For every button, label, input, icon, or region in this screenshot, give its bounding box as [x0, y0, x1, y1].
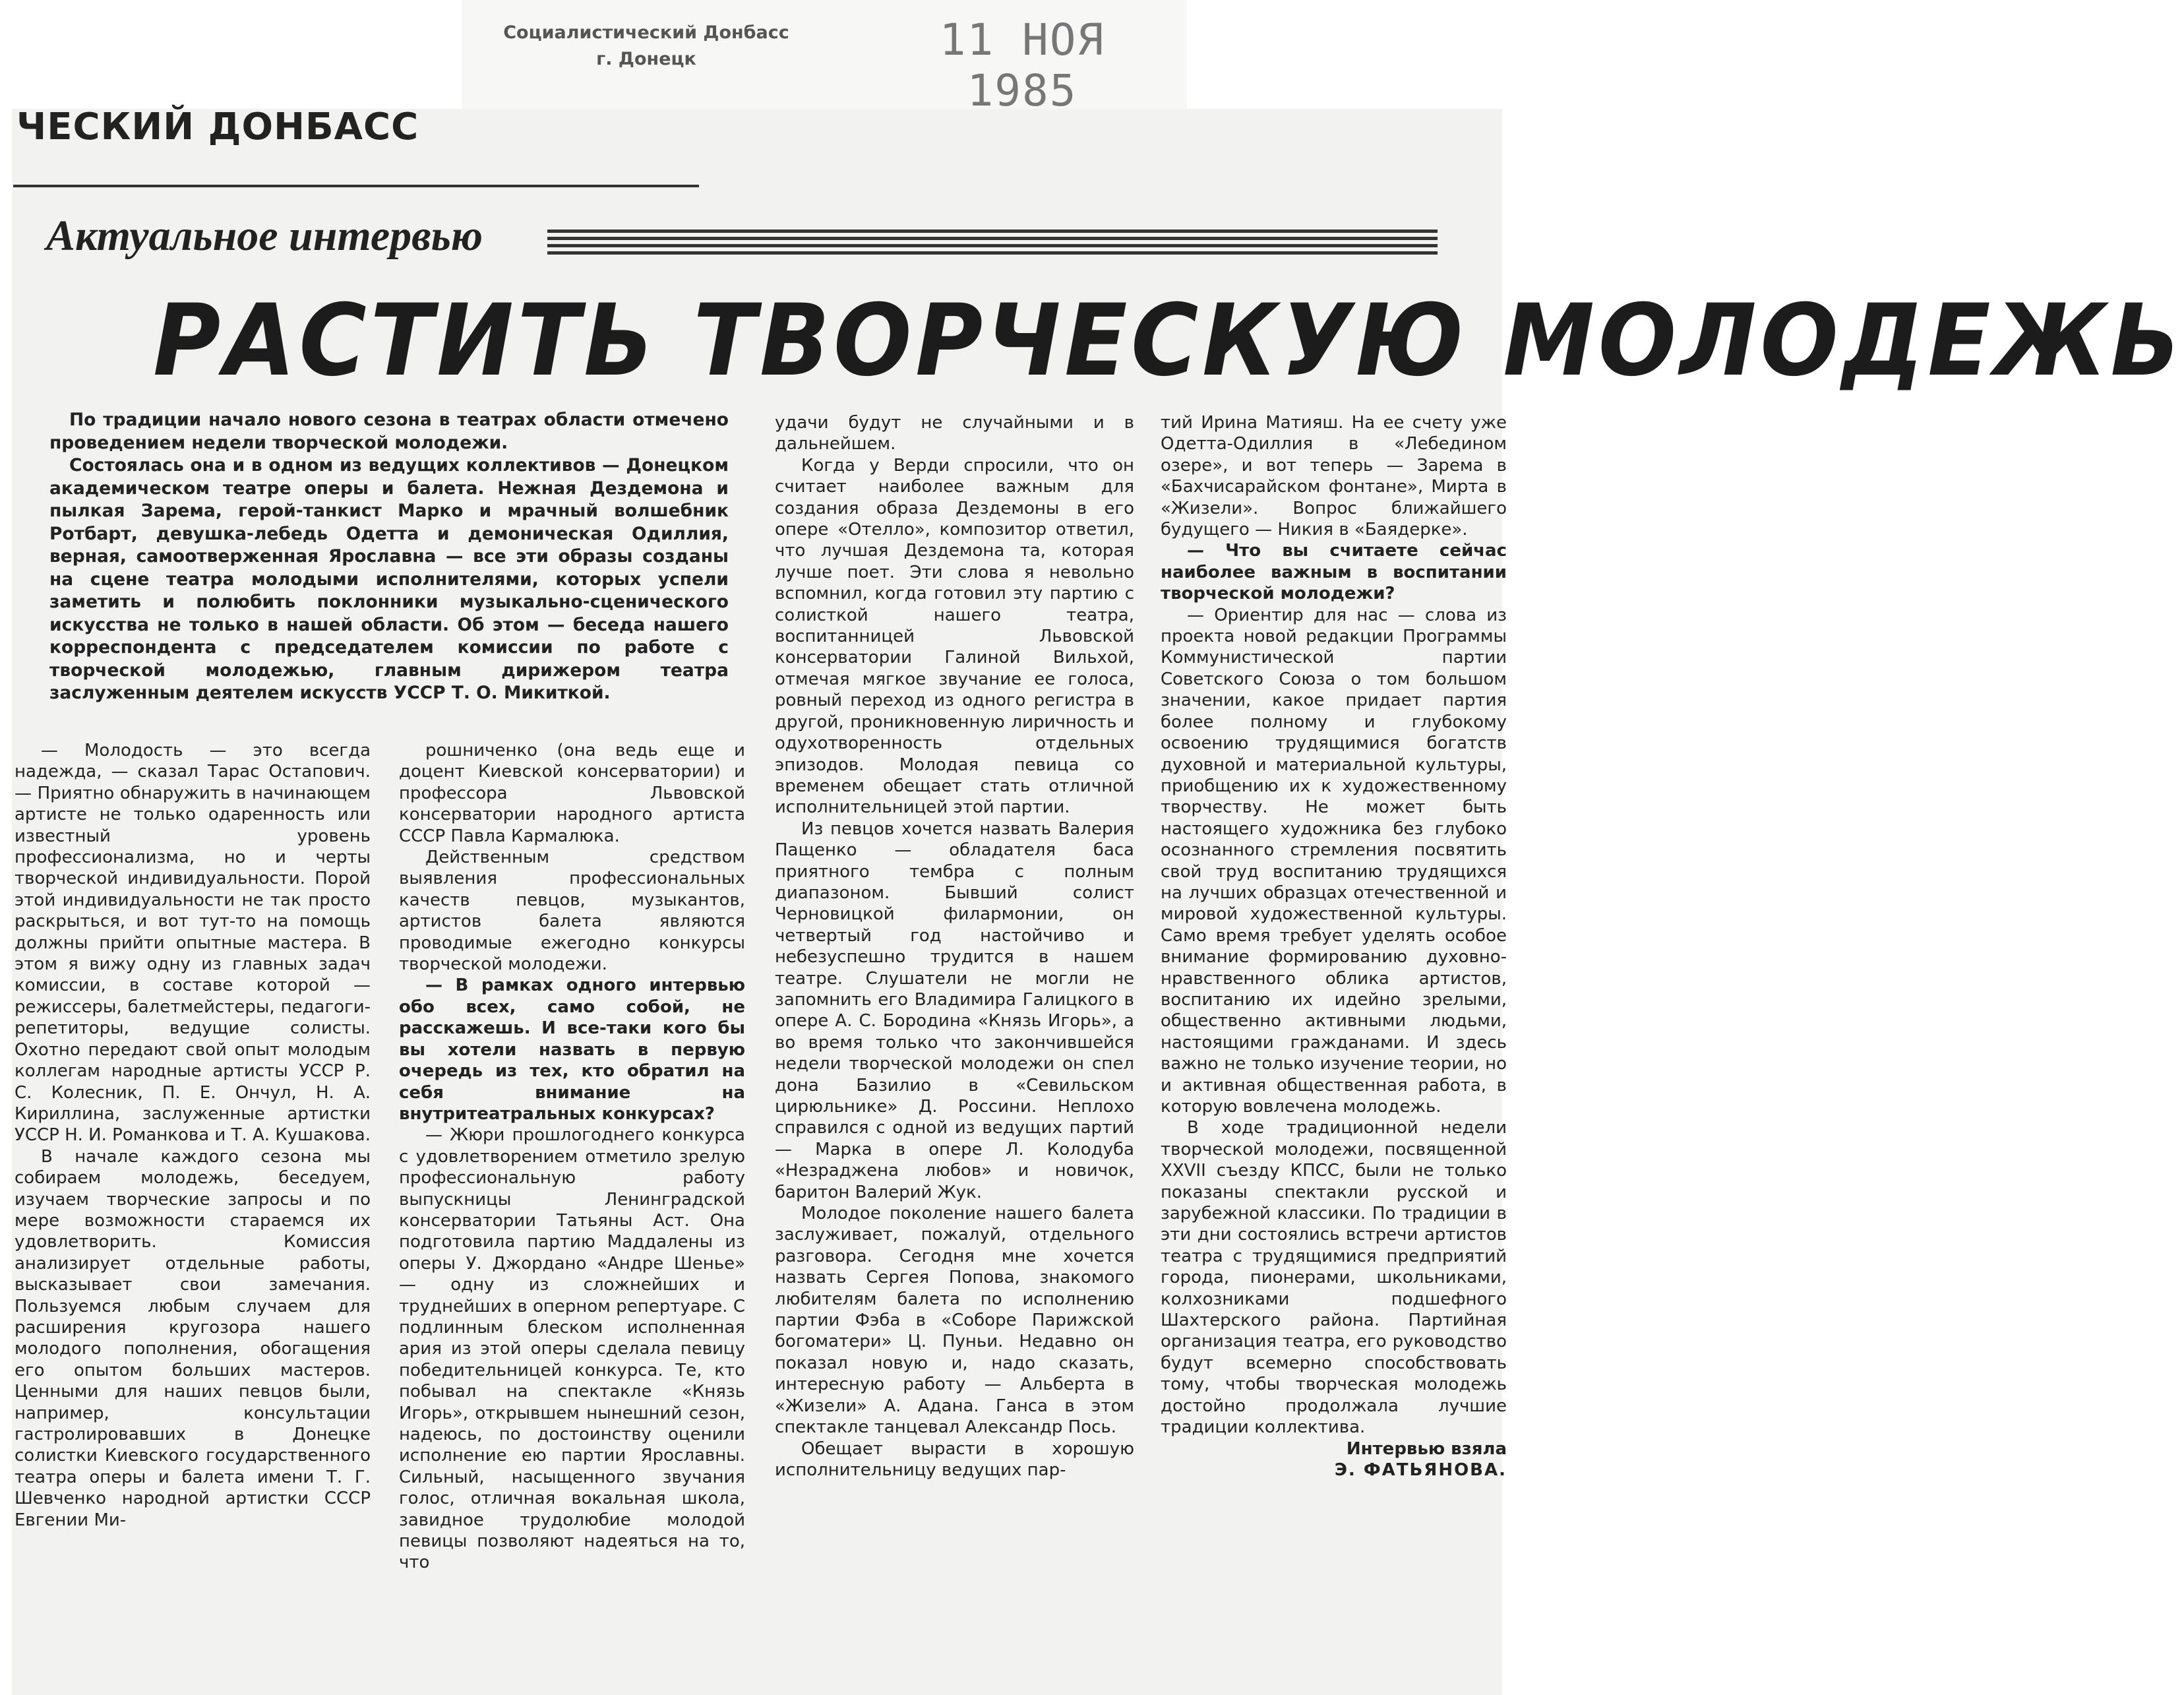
source-stamp-line2: г. Донецк — [596, 49, 696, 69]
article-headline: РАСТИТЬ ТВОРЧЕСКУЮ МОЛОДЕЖЬ — [153, 284, 2184, 398]
paragraph: — Жюри прошлогоднего конкурса с удовлетворением отметило зрелую профессиональную работу выпускницы Ленинградской консерватории Татьяны Аст. Она подготовила партию Маддалены из оперы У. Джордано «Андре Шенье» — одну из сложнейших и труднейших в оперном репертуаре. С подлинным блеском исполненная ария из этой оперы сделала певицу победительницей конкурса. Те, кто побывал на спектакле «Князь Игорь», открывшем нынешний сезон, надеюсь, по достоинству оценили исполнение ею партии Ярославны. Сильный, насыщенного звучания голос, отличная вокальная школа, завидное трудолюбие молодой певицы позволяют надеяться на то, что — [399, 1125, 745, 1573]
rubric-title: Актуальное интервью — [46, 212, 483, 260]
paragraph: — Молодость — это всегда надежда, — сказал Тарас Остапович. — Приятно обнаружить в начинающем артисте не только одаренность или известный уровень профессионализма, но и черты творческой индивидуальности. Порой этой индивидуальности не так просто раскрыться, и вот тут-то на помощь должны прийти опытные мастера. В этом я вижу одну из главных задач комиссии, в составе которой — режиссеры, балетмейстеры, педагоги-репетиторы, ведущие солисты. Охотно передают свой опыт молодым коллегам народные артисты УССР Р. С. Колесник, П. Е. Ончул, Н. А. Кириллина, заслуженные артистки УССР Н. И. Романкова и Т. А. Кушакова. — [15, 741, 371, 1146]
paragraph: Из певцов хочется назвать Валерия Пащенко — обладателя баса приятного тембра с полным диапазоном. Бывший солист Черновицкой филармонии, он четвертый год настойчиво и небезуспешно трудится в нашем театре. Слушатели не могли не запомнить его Владимира Галицкого в опере А. С. Бородина «Князь Игорь», а во время только что закончившейся недели творческой молодежи он спел дона Базилио в «Севильском цирюльнике» Д. Россини. Неплохо справился с одной из ведущих партий — Марка в опере Л. Колодуба «Незраджена любов» и новичок, баритон Валерий Жук. — [775, 818, 1134, 1202]
paragraph: тий Ирина Матияш. На ее счету уже Одетта-Одиллия в «Лебедином озере», и вот теперь — Зарема в «Бахчисарайском фонтане», Мирта в «Жизели». Вопрос ближайшего будущего — Никия в «Баядерке». — [1161, 413, 1507, 540]
article-lead — [49, 409, 729, 705]
paragraph: Обещает вырасти в хорошую исполнительницу ведущих пар- — [775, 1438, 1134, 1480]
rubric-decorative-lines — [547, 230, 1438, 259]
interview-question: — В рамках одного интервью обо всех, само собой, не расскажешь. И все-таки кого бы вы хотели назвать в первую очередь из тех, кто обратил на себя внимание на внутритеатральных конкурсах? — [399, 975, 745, 1124]
paragraph: Молодое поколение нашего балета заслуживает, пожалуй, отдельного разговора. Сегодня мне хочется назвать Сергея Попова, знакомого любителям балета по исполнению партии Фэба в «Соборе Парижской богоматери» Ц. Пуньи. Недавно он показал новую и, надо сказать, интересную работу — Альберта в «Жизели» А. Адана. Ганса в этом спектакле танцевал Александр Пось. — [775, 1204, 1134, 1438]
source-stamp-line1: Социалистический Донбасс — [503, 22, 789, 43]
paragraph: Когда у Верди спросили, что он считает наиболее важным для создания образа Дездемоны в его опере «Отелло», композитор ответил, что лучшая Дездемона та, которая лучше поет. Эти слова я невольно вспомнил, когда готовил эту партию с солисткой нашего театра, воспитанницей Львовской консерватории Галиной Вильхой, отмечая мягкое звучание ее голоса, ровный переход из одного регистра в другой, проникновенную лиричность и одухотворенность отдельных эпизодов. Молодая певица со временем обещает стать отличной исполнительницей этой партии. — [775, 455, 1134, 818]
newspaper-masthead: ЧЕСКИЙ ДОНБАСС — [16, 106, 419, 148]
masthead-divider — [13, 185, 699, 187]
paragraph: В ходе традиционной недели творческой молодежи, посвященной XXVII съезду КПСС, были не только показаны спектакли русской и зарубежной классики. По традиции в эти дни состоялись встречи артистов театра с трудящимися предприятий города, пионерами, школьниками, колхозниками подшефного Шахтерского района. Партийная организация театра, его руководство будут всемерно способствовать тому, чтобы творческая молодежь достойно продолжала лучшие традиции коллектива. — [1161, 1118, 1507, 1438]
paragraph: — Ориентир для нас — слова из проекта новой редакции Программы Коммунистической партии Советского Союза о том большом значении, какое придает партия более полному и глубокому освоению трудящимися богатств духовной и материальной культуры, приобщению их к художественному творчеству. Не может быть настоящего художника без глубоко осознанного стремления посвятить свой труд воспитанию трудящихся на лучших образцах отечественной и мировой художественной культуры. Само время требует уделять особое внимание формированию духовно-нравственного облика артистов, воспитанию их идейно зрелыми, общественно активными людьми, настоящими гражданами. И здесь важно не только изучение теории, но и активная общественная работа, в которую вовлечена молодежь. — [1161, 605, 1507, 1117]
interview-question: — Что вы считаете сейчас наиболее важным в воспитании творческой молодежи? — [1161, 541, 1507, 604]
signature-label: Интервью взяла — [1346, 1438, 1507, 1459]
lead-paragraph: Состоялась она и в одном из ведущих коллективов — Донецком академическом театре оперы и балета. Нежная Дездемона и пылкая Зарема, герой-танкист Марко и мрачный волшебник Ротбарт, девушка-лебедь Одетта и демоническая Одиллия, верная, самоотверженная Ярославна — все эти образы созданы на сцене театра молодыми исполнителями, которых успели заметить и полюбить поклонники музыкально-сценического искусства не только в нашей области. Об этом — беседа нашего корреспондента с председателем комиссии по работе с творческой молодежью, главным дирижером театра заслуженным деятелем искусств УССР Т. О. Микиткой. — [49, 455, 729, 703]
article-column-1 — [15, 740, 371, 1531]
date-stamp: 11 НОЯ 1985 — [939, 15, 1105, 116]
article-column-4 — [1161, 412, 1507, 1481]
paragraph: Действенным средством выявления профессиональных качеств певцов, музыкантов, артистов балета являются проводимые ежегодно конкурсы творческой молодежи. — [399, 848, 745, 975]
paragraph: удачи будут не случайными и в дальнейшем. — [775, 413, 1134, 454]
article-column-3 — [775, 412, 1134, 1481]
paragraph: В начале каждого сезона мы собираем молодежь, беседуем, изучаем творческие запросы и по мере возможности стараемся их удовлетворить. Комиссия анализирует отдельные работы, высказывает свои замечания. Пользуемся любым случаем для расширения кругозора нашего молодого пополнения, обогащения его опытом больших мастеров. Ценными для наших певцов были, например, консультации гастролировавших в Донецке солистки Киевского государственного театра оперы и балета имени Т. Г. Шевченко народной артистки СССР Евгении Ми- — [15, 1146, 371, 1530]
paragraph: рошниченко (она ведь еще и доцент Киевской консерватории) и профессора Львовской консерватории народного артиста СССР Павла Кармалюка. — [399, 741, 745, 846]
source-stamp — [495, 20, 798, 73]
signature-name: Э. ФАТЬЯНОВА. — [1334, 1460, 1507, 1480]
article-column-2 — [399, 740, 745, 1574]
lead-paragraph: По традиции начало нового сезона в театрах области отмечено проведением недели творческой молодежи. — [49, 410, 729, 453]
